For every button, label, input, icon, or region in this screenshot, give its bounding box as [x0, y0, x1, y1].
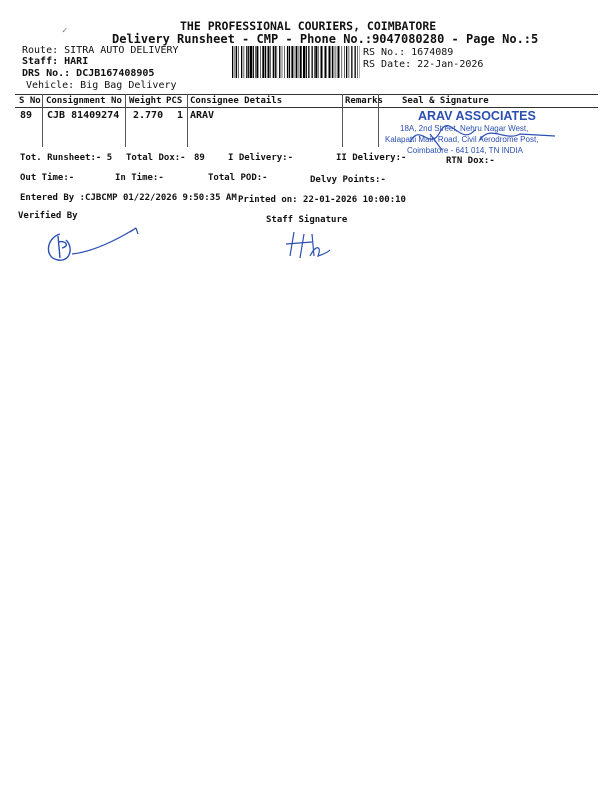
barcode-bar [291, 46, 293, 78]
stamp-address-line2: Kalapatti Main Road, Civil Aerodrome Post, [385, 135, 539, 144]
barcode-bar [315, 46, 317, 78]
barcode-bar [253, 46, 254, 78]
i-delivery: I Delivery:- [228, 153, 294, 163]
barcode-bar [232, 46, 233, 78]
barcode-bar [312, 46, 313, 78]
barcode-bar [250, 46, 252, 78]
barcode-bar [244, 46, 245, 78]
col-remarks: Remarks [345, 96, 383, 106]
barcode-bar [334, 46, 335, 78]
barcode-bar [262, 46, 264, 78]
col-weight: Weight [129, 96, 162, 106]
barcode-bar [287, 46, 288, 78]
barcode-bar [329, 46, 331, 78]
col-consignee: Consignee Details [190, 96, 283, 106]
cell-pcs: 1 [177, 110, 184, 121]
barcode-bar [238, 46, 239, 78]
barcode-bar [248, 46, 249, 78]
in-time: In Time:- [115, 173, 164, 183]
col-divider [342, 94, 343, 147]
barcode-bar [298, 46, 299, 78]
stamp-address-line3: Coimbatore - 641 014, TN INDIA [407, 146, 523, 155]
col-divider [42, 94, 43, 147]
col-divider [125, 94, 126, 147]
vehicle-label: Vehicle: Big Bag Delivery [26, 80, 177, 91]
barcode-bar [346, 46, 347, 78]
barcode-bar [295, 46, 296, 78]
total-dox-label: Total Dox:- [126, 153, 186, 163]
cell-consignee: ARAV [190, 110, 215, 121]
entered-by: Entered By :CJBCMP 01/22/2026 9:50:35 AM [20, 193, 237, 203]
barcode [232, 46, 360, 78]
barcode-bar [300, 46, 302, 78]
total-dox-value: 89 [194, 153, 205, 163]
barcode-bar [268, 46, 270, 78]
barcode-bar [332, 46, 333, 78]
receiver-signature-scribble [380, 112, 580, 162]
runsheet-subtitle: Delivery Runsheet - CMP - Phone No.:9047080280 - Page No.:5 [112, 32, 539, 46]
cell-sno: 89 [20, 110, 33, 121]
verified-by-label: Verified By [18, 211, 78, 221]
tot-runsheet: Tot. Runsheet:- 5 [20, 153, 113, 163]
barcode-bar [241, 46, 242, 78]
barcode-bar [351, 46, 352, 78]
barcode-bar [336, 46, 337, 78]
staff-signature-label: Staff Signature [266, 215, 348, 225]
verifier-signature [40, 218, 150, 268]
out-time: Out Time:- [20, 173, 75, 183]
barcode-bar [289, 46, 290, 78]
printed-on: Printed on: 22-01-2026 10:00:10 [238, 195, 406, 205]
barcode-bar [325, 46, 327, 78]
col-sno: S No [19, 96, 41, 106]
route-label: Route: SITRA AUTO DELIVERY [22, 45, 179, 56]
barcode-bar [235, 46, 236, 78]
barcode-bar [357, 46, 358, 78]
barcode-bar [338, 46, 340, 78]
barcode-bar [260, 46, 261, 78]
rs-date: RS Date: 22-Jan-2026 [363, 59, 484, 70]
stamp-address-line1: 18A, 2nd Street, Nehru Nagar West, [400, 124, 529, 133]
corner-mark: ✓ [62, 26, 68, 36]
col-pcs: PCS [166, 96, 183, 106]
barcode-bar [284, 46, 285, 78]
barcode-bar [279, 46, 280, 78]
staff-label: Staff: HARI [22, 56, 89, 67]
barcode-bar [344, 46, 345, 78]
barcode-bar [236, 46, 237, 78]
barcode-bar [308, 46, 309, 78]
barcode-bar [256, 46, 258, 78]
barcode-bar [318, 46, 319, 78]
delvy-points: Delvy Points:- [310, 175, 386, 185]
barcode-bar [270, 46, 271, 78]
rtn-dox: RTN Dox:- [446, 156, 495, 166]
col-seal-signature: Seal & Signature [402, 96, 489, 106]
barcode-bar [282, 46, 283, 78]
col-consignment: Consignment No [46, 96, 122, 106]
stamp-company-name: ARAV ASSOCIATES [418, 109, 536, 123]
barcode-bar [296, 46, 297, 78]
rs-number: RS No.: 1674089 [363, 47, 454, 58]
drs-number: DRS No.: DCJB167408905 [22, 68, 155, 79]
barcode-bar [275, 46, 276, 78]
ii-delivery: II Delivery:- [336, 153, 407, 163]
col-divider [187, 94, 188, 147]
company-title: THE PROFESSIONAL COURIERS, COIMBATORE [180, 19, 437, 33]
cell-consignment: CJB 81409274 [47, 110, 120, 121]
barcode-bar [273, 46, 274, 78]
barcode-bar [321, 46, 323, 78]
barcode-bar [349, 46, 350, 78]
barcode-bar [355, 46, 356, 78]
barcode-bar [342, 46, 343, 78]
total-pod: Total POD:- [208, 173, 268, 183]
barcode-bar [246, 46, 247, 78]
barcode-bar [265, 46, 266, 78]
barcode-bar [277, 46, 278, 78]
barcode-bar [314, 46, 315, 78]
cell-weight: 2.770 [133, 110, 164, 121]
barcode-bar [303, 46, 305, 78]
table-header-border [15, 107, 598, 108]
barcode-bar [306, 46, 307, 78]
staff-signature [282, 226, 332, 262]
barcode-bar [255, 46, 256, 78]
table-top-border [15, 94, 598, 95]
